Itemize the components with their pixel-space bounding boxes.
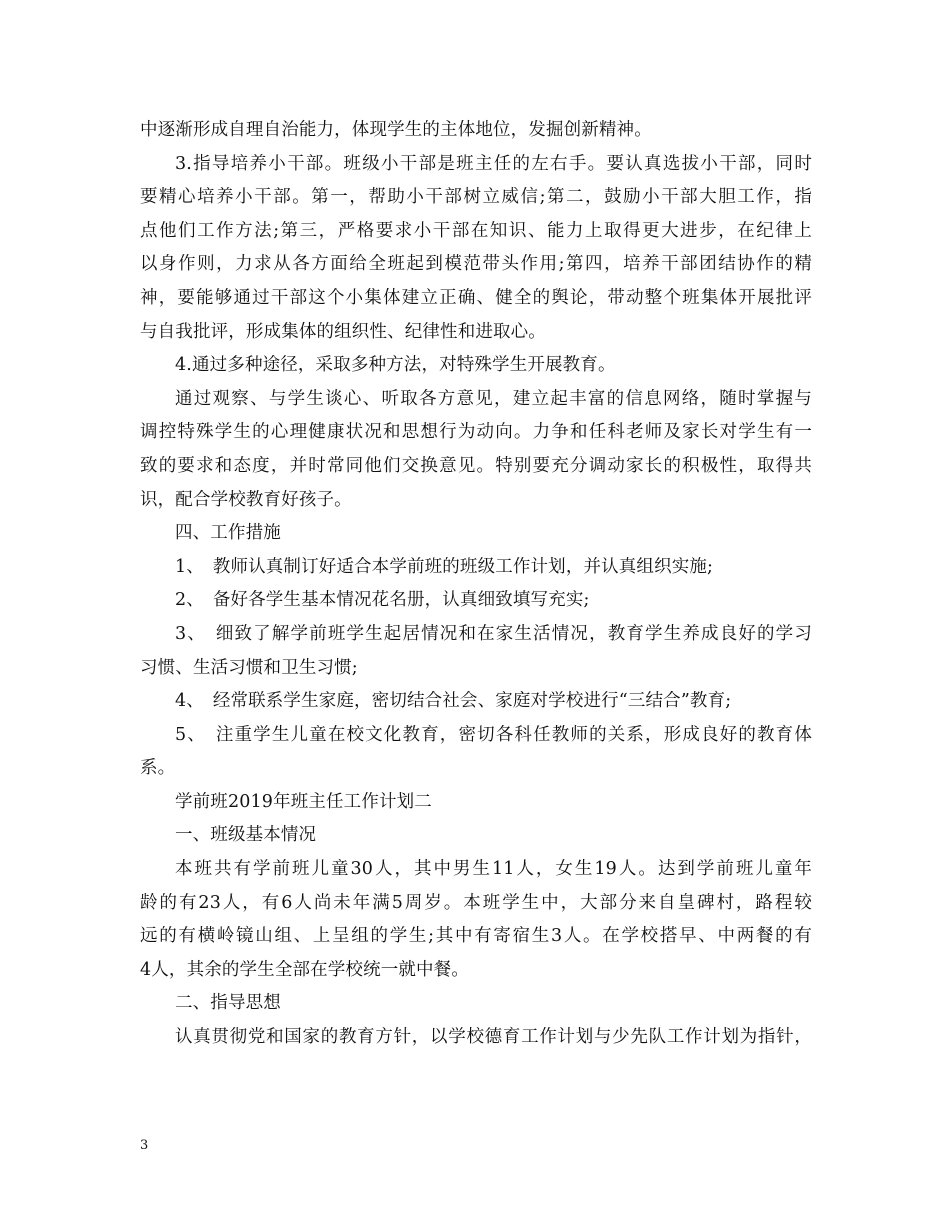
text-line: 5、 注重学生儿童在校文化教育，密切各科任教师的关系，形成良好的教育体 — [175, 724, 812, 745]
text-line: 习惯、生活习惯和卫生习惯; — [140, 657, 358, 678]
text-line: 1、 教师认真制订好适合本学前班的班级工作计划，并认真组织实施; — [175, 556, 714, 577]
text-line: 四、工作措施 — [175, 523, 281, 544]
text-line: 通过观察、与学生谈心、听取各方意见，建立起丰富的信息网络，随时掌握与 — [175, 388, 812, 409]
text-line: 4、 经常联系学生家庭，密切结合社会、家庭对学校进行“三结合”教育; — [175, 691, 732, 712]
text-line: 点他们工作方法;第三，严格要求小干部在知识、能力上取得更大进步，在纪律上 — [140, 220, 812, 241]
text-line: 要精心培养小干部。第一，帮助小干部树立威信;第二，鼓励小干部大胆工作，指 — [140, 187, 812, 208]
text-line: 以身作则，力求从各方面给全班起到模范带头作用;第四，培养干部团结协作的精 — [140, 254, 812, 275]
text-line: 与自我批评，形成集体的组织性、纪律性和进取心。 — [140, 321, 546, 342]
text-line: 识，配合学校教育好孩子。 — [140, 489, 352, 510]
text-line: 认真贯彻党和国家的教育方针，以学校德育工作计划与少先队工作计划为指针， — [175, 1027, 812, 1048]
text-line: 4.通过多种途径，采取多种方法，对特殊学生开展教育。 — [175, 355, 616, 376]
text-line: 3.指导培养小干部。班级小干部是班主任的左右手。要认真选拔小干部，同时 — [175, 153, 812, 174]
text-line: 龄的有23人，有6人尚未年满5周岁。本班学生中，大部分来自皇碑村，路程较 — [140, 892, 812, 913]
text-line: 二、指导思想 — [175, 993, 281, 1014]
text-line: 3、 细致了解学前班学生起居情况和在家生活情况，教育学生养成良好的学习 — [175, 623, 812, 644]
text-line: 2、 备好各学生基本情况花名册，认真细致填写充实; — [175, 590, 590, 611]
text-line: 中逐渐形成自理自治能力，体现学生的主体地位，发掘创新精神。 — [140, 120, 652, 140]
text-line: 4人，其余的学生全部在学校统一就中餐。 — [140, 959, 469, 980]
page-number: 3 — [140, 1138, 149, 1153]
text-line: 系。 — [140, 758, 176, 779]
text-line: 调控特殊学生的心理健康状况和思想行为动向。力争和任科老师及家长对学生有一 — [140, 422, 812, 443]
document-body — [140, 114, 812, 1055]
text-line: 远的有横岭镜山组、上呈组的学生;其中有寄宿生3人。在学校搭早、中两餐的有 — [140, 926, 812, 947]
text-line: 致的要求和态度，并时常同他们交换意见。特别要充分调动家长的积极性，取得共 — [140, 455, 812, 476]
text-line: 本班共有学前班儿童30人，其中男生11人，女生19人。达到学前班儿童年 — [175, 859, 812, 880]
text-line: 神，要能够通过干部这个小集体建立正确、健全的舆论，带动整个班集体开展批评 — [140, 287, 812, 308]
text-line: 学前班2019年班主任工作计划二 — [175, 791, 432, 812]
text-line: 一、班级基本情况 — [175, 825, 317, 846]
